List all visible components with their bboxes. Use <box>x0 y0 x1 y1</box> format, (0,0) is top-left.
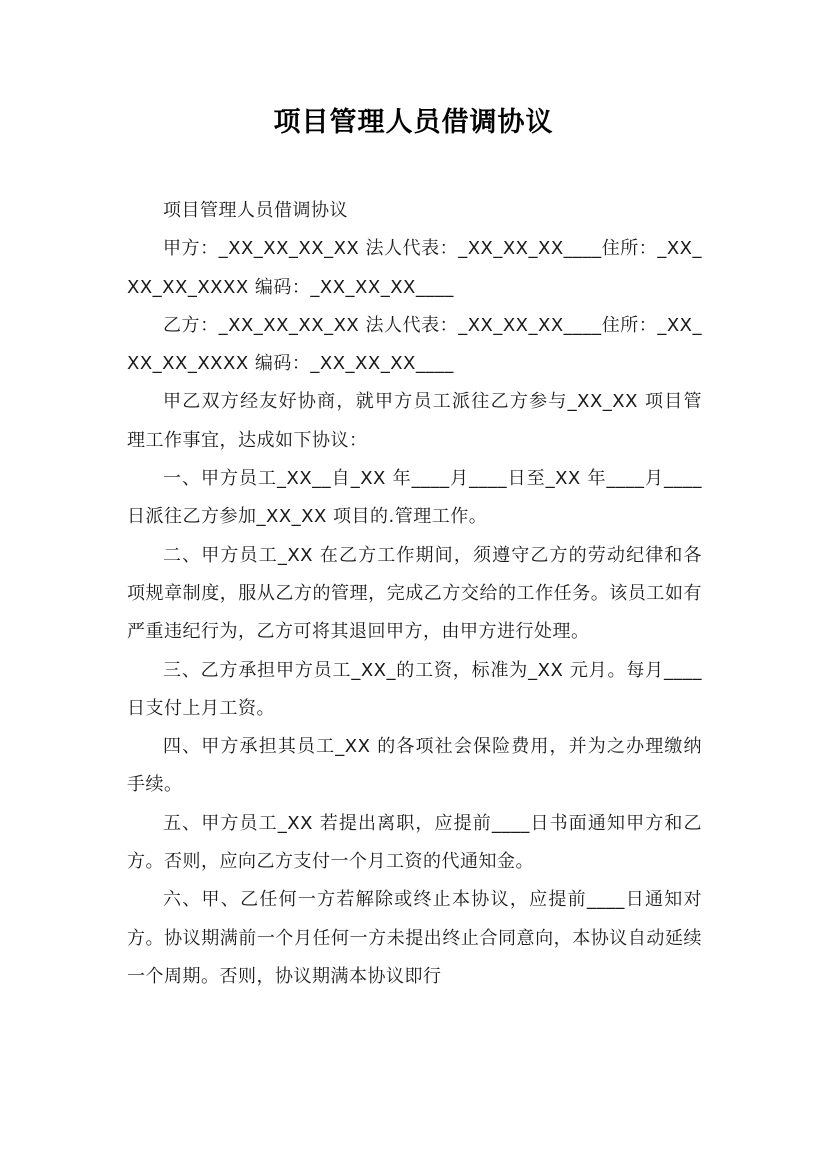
document-title: 项目管理人员借调协议 <box>273 107 554 138</box>
paragraph-clause-1: 一、甲方员工_XX__自_XX 年____月____日至_XX 年____月____日派往乙方参加_XX_XX 项目的.管理工作。 <box>127 468 702 528</box>
paragraph-clause-3: 三、乙方承担甲方员工_XX_的工资，标准为_XX 元月。每月____日支付上月工资。 <box>127 659 702 719</box>
paragraph-party-a: 甲方：_XX_XX_XX_XX 法人代表：_XX_XX_XX____住所：_XX_XX_XX_XXXX 编码：_XX_XX_XX____ <box>127 238 702 298</box>
paragraph-clause-6: 六、甲、乙任何一方若解除或终止本协议，应提前____日通知对方。协议期满前一个月任何一方未提出终止合同意向，本协议自动延续一个周期。否则，协议期满本协议即行 <box>127 889 702 987</box>
paragraph-preamble: 甲乙双方经友好协商，就甲方员工派往乙方参与_XX_XX 项目管理工作事宜，达成如下协议： <box>127 391 702 451</box>
paragraph-clause-4: 四、甲方承担其员工_XX 的各项社会保险费用，并为之办理缴纳手续。 <box>127 736 702 796</box>
paragraph-clause-2: 二、甲方员工_XX 在乙方工作期间，须遵守乙方的劳动纪律和各项规章制度，服从乙方的管理，完成乙方交给的工作任务。该员工如有严重违纪行为，乙方可将其退回甲方，由甲方进行处理。 <box>127 544 702 643</box>
paragraph-party-b: 乙方：_XX_XX_XX_XX 法人代表：_XX_XX_XX____住所：_XX_XX_XX_XXXX 编码：_XX_XX_XX____ <box>127 314 702 375</box>
paragraph-heading: 项目管理人员借调协议 <box>163 200 348 221</box>
paragraph-clause-5: 五、甲方员工_XX 若提出离职，应提前____日书面通知甲方和乙方。否则，应向乙方支付一个月工资的代通知金。 <box>127 812 702 873</box>
document-body <box>127 192 702 996</box>
